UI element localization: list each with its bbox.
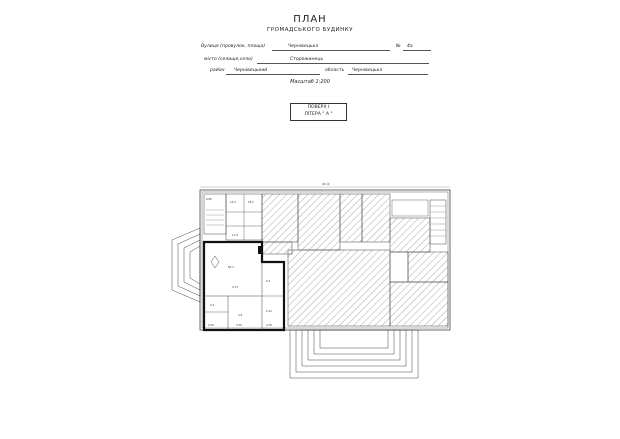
letter-label: ЛІТЕРА " А " <box>304 112 333 117</box>
hatched-room-7 <box>408 252 448 282</box>
room-a-area: 9.3 <box>266 280 271 283</box>
hatched-room-5 <box>262 242 292 254</box>
room-north-east <box>392 200 428 216</box>
highlighted-premises <box>204 242 284 330</box>
room-main-area: 65.3 <box>228 266 234 269</box>
hatched-room-1 <box>262 194 298 242</box>
hatched-room-4 <box>362 194 390 242</box>
region-label: область <box>325 68 345 73</box>
dim-total: 45.10 <box>322 183 330 186</box>
south-porch <box>290 330 418 378</box>
room-e-area: 14.4 <box>230 201 236 204</box>
city-value: Сторожинець <box>290 57 324 62</box>
dim-6: 11.9 <box>232 234 238 237</box>
stair-east-steps <box>430 206 446 236</box>
dim-3: 3.50 <box>236 324 242 327</box>
hatched-room-2 <box>298 194 340 250</box>
district-label: район <box>210 68 225 73</box>
plan-subtitle: ГРОМАДСЬКОГО БУДИНКУ <box>266 27 353 33</box>
dim-2: 2.50 <box>208 324 214 327</box>
dim-4: 4.78 <box>266 324 272 327</box>
dim-1: 4.73 <box>232 286 238 289</box>
number-value: 4а <box>407 44 413 49</box>
plan-title: ПЛАН <box>293 14 327 25</box>
column-symbol <box>211 256 219 268</box>
scale-label: Масштаб 1:200 <box>290 79 330 85</box>
district-value: Чернівецький <box>234 68 268 73</box>
hatched-room-8 <box>390 282 448 326</box>
west-porch <box>172 228 200 302</box>
hatched-hall <box>288 250 390 326</box>
city-label: місто (селище,село) <box>204 57 253 62</box>
room-f-area: 18.2 <box>248 201 254 204</box>
hatched-room-3 <box>340 194 362 242</box>
stair-west-steps <box>206 210 224 225</box>
street-label: Вулиця (провулок, площа) <box>201 44 266 49</box>
room-d-area: 2.12 <box>266 310 272 313</box>
room-b-area: 4.4 <box>210 304 215 307</box>
dim-5: 6.80 <box>206 198 212 201</box>
wall-pier <box>258 246 262 254</box>
floor-label: ПОВЕРХ I <box>307 105 330 110</box>
corridor-east <box>390 252 408 282</box>
street-value: Чернівецька <box>288 44 319 49</box>
hatched-room-6 <box>390 218 430 252</box>
room-c-area: 3.8 <box>238 314 243 317</box>
stair-east <box>430 200 446 244</box>
region-value: Чернівецька <box>352 68 383 73</box>
number-label: № <box>396 44 401 49</box>
